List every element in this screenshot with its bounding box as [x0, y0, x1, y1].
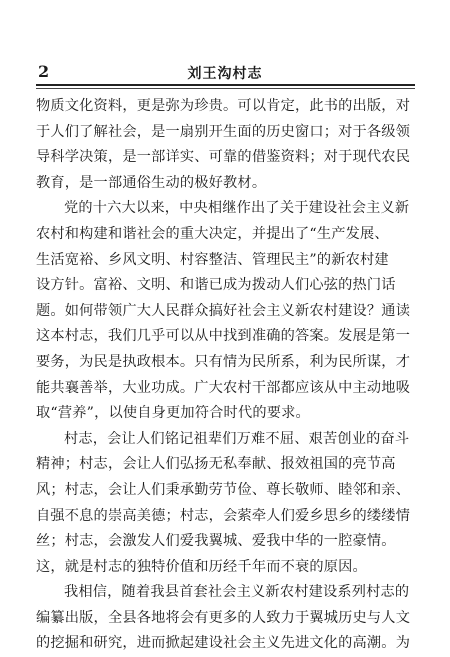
text-line: 于人们了解社会，是一扇别开生面的历史窗口；对于各级领: [36, 123, 411, 140]
text-line: 取“营养”，以使自身更加符合时代的要求。: [36, 405, 310, 422]
text-line: 精神；村志，会让人们弘扬无私奉献、报效祖国的亮节高: [36, 456, 396, 473]
text-line: 题。如何带领广大人民群众搞好社会主义新农村建设？通读: [36, 302, 411, 319]
text-line: 生活宽裕、乡风文明、村容整洁、管理民主”的新农村建: [36, 251, 389, 268]
running-title: 刘王沟村志: [187, 66, 263, 82]
text-line: 要务，为民是执政根本。只有情为民所系，利为民所谋，才: [36, 353, 411, 370]
page-header: [36, 58, 414, 84]
text-line: 村志，会让人们铭记祖辈们万难不屈、艰苦创业的奋斗: [64, 430, 410, 447]
text-line: 编纂出版，全县各地将会有更多的人致力于翼城历史与人文: [36, 609, 411, 626]
text-line: 自强不息的崇高美德；村志，会萦牵人们爱乡思乡的缕缕情: [36, 507, 411, 524]
text-line: 的挖掘和研究，进而掀起建设社会主义先进文化的高潮。为: [36, 635, 411, 652]
text-line: 导科学决策，是一部详实、可靠的借鉴资料；对于现代农民: [36, 149, 411, 166]
text-line: 丝；村志，会激发人们爱我翼城、爱我中华的一腔豪情。: [36, 533, 396, 550]
page-number: 2: [38, 62, 50, 81]
header-rule-thin: [36, 88, 415, 89]
text-line: 风；村志，会让人们秉承勤劳节俭、尊长敬师、睦邻和亲、: [36, 481, 411, 498]
text-line: 设方针。富裕、文明、和谐已成为拨动人们心弦的热门话: [36, 277, 396, 294]
text-line: 教育，是一部通俗生动的极好教材。: [36, 174, 267, 191]
text-line: 农村和构建和谐社会的重大决定，并提出了“生产发展、: [36, 225, 389, 242]
text-line: 这本村志，我们几乎可以从中找到准确的答案。发展是第一: [36, 328, 411, 345]
text-line: 物质文化资料，更是弥为珍贵。可以肯定，此书的出版，对: [36, 98, 411, 114]
body-text: [36, 94, 416, 657]
text-line: 党的十六大以来，中央相继作出了关于建设社会主义新: [64, 200, 410, 217]
text-line: 能共襄善举，大业功成。广大农村干部都应该从中主动地吸: [36, 379, 411, 396]
text-line: 这，就是村志的独特价值和历经千年而不衰的原因。: [36, 558, 367, 575]
text-line: 我相信，随着我县首套社会主义新农村建设系列村志的: [64, 584, 410, 601]
header-rule: [36, 84, 415, 86]
